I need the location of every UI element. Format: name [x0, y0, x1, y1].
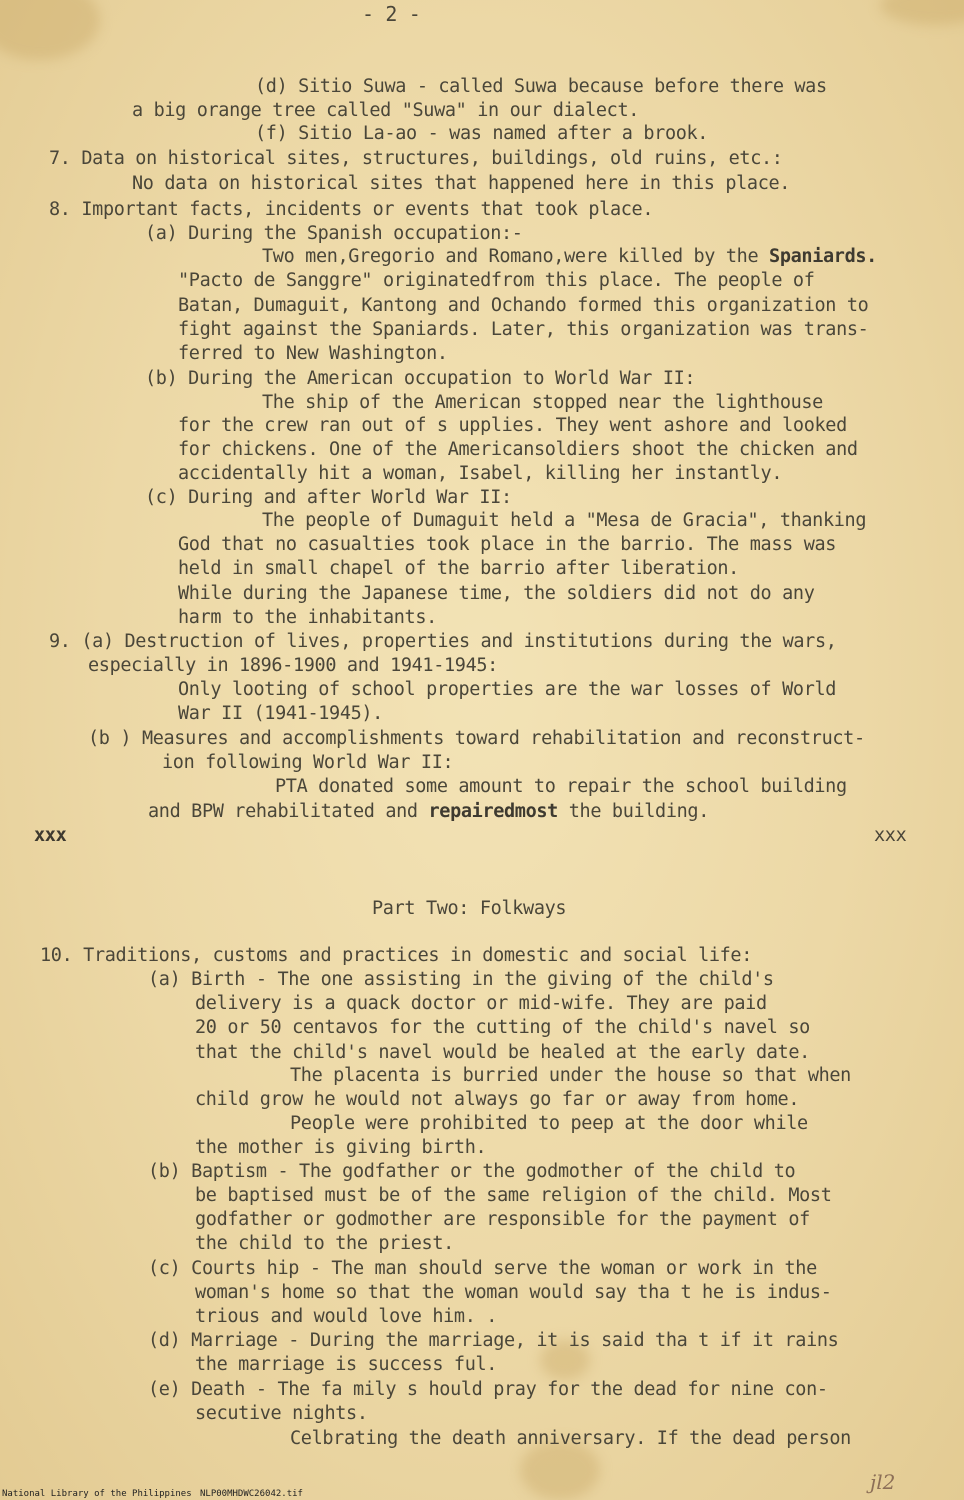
text-run: Two men,Gregorio and Romano,were killed by the — [262, 246, 770, 267]
text-line: While during the Japanese time, the soldiers did not do any — [178, 583, 815, 604]
page-number: - 2 - — [362, 2, 421, 26]
text-line: the marriage is success ful. — [195, 1354, 498, 1375]
text-line: child grow he would not always go far or away from home. — [195, 1089, 800, 1110]
text-line: held in small chapel of the barrio after liberation. — [178, 558, 739, 579]
separator-right: xxx — [874, 825, 907, 846]
text-line: a big orange tree called "Suwa" in our dialect. — [132, 100, 640, 121]
text-line — [262, 246, 877, 268]
text-line: especially in 1896-1900 and 1941-1945: — [88, 655, 498, 676]
text-line: 20 or 50 centavos for the cutting of the child's navel so — [195, 1017, 810, 1038]
footer-library: National Library of the Philippines — [2, 1489, 192, 1499]
text-line: The placenta is burried under the house so that when — [290, 1065, 851, 1086]
part-title: Part Two: Folkways — [372, 898, 567, 919]
text-line: the mother is giving birth. — [195, 1137, 487, 1158]
text-line: The people of Dumaguit held a "Mesa de Gracia", thanking — [262, 510, 867, 531]
text-line: that the child's navel would be healed at the early date. — [195, 1042, 810, 1063]
text-line: for chickens. One of the Americansoldiers shoot the chicken and — [178, 439, 858, 460]
text-line: secutive nights. — [195, 1403, 368, 1424]
text-line: PTA donated some amount to repair the school building — [275, 776, 847, 797]
paper-stain — [0, 0, 100, 60]
text-run-bold: Spaniards. — [769, 246, 877, 267]
text-line: ferred to New Washington. — [178, 343, 448, 364]
text-line: (d) Sitio Suwa - called Suwa because before there was — [255, 76, 827, 97]
text-line: accidentally hit a woman, Isabel, killing her instantly. — [178, 463, 783, 484]
text-line: Batan, Dumaguit, Kantong and Ochando formed this organization to — [178, 295, 869, 316]
text-line: (f) Sitio La-ao - was named after a brook. — [255, 123, 709, 144]
text-line: The ship of the American stopped near the lighthouse — [262, 392, 823, 413]
text-line: (d) Marriage - During the marriage, it is said tha t if it rains — [148, 1330, 839, 1351]
text-line: trious and would love him. . — [195, 1306, 498, 1327]
text-line — [148, 801, 709, 823]
section-heading-10: 10. Traditions, customs and practices in domestic and social life: — [40, 945, 753, 966]
text-line: No data on historical sites that happened here in this place. — [132, 173, 791, 194]
text-line: the child to the priest. — [195, 1233, 454, 1254]
text-run-bold: repairedmost — [428, 801, 558, 822]
text-line: Celbrating the death anniversary. If the dead person — [290, 1428, 851, 1449]
text-line: woman's home so that the woman would say tha t he is indus- — [195, 1282, 832, 1303]
section-heading-7: 7. Data on historical sites, structures, buildings, old ruins, etc.: — [49, 148, 783, 169]
subsection-heading: (b) During the American occupation to World War II: — [145, 368, 696, 389]
text-line: fight against the Spaniards. Later, this organization was trans- — [178, 319, 869, 340]
text-line: (e) Death - The fa mily s hould pray for the dead for nine con- — [148, 1379, 828, 1400]
subsection-heading: (c) During and after World War II: — [145, 487, 512, 508]
text-line: War II (1941-1945). — [178, 703, 383, 724]
text-line: (b) Baptism - The godfather or the godmother of the child to — [148, 1161, 796, 1182]
text-line: People were prohibited to peep at the door while — [290, 1113, 808, 1134]
text-line: harm to the inhabitants. — [178, 607, 437, 628]
subsection-heading: (b ) Measures and accomplishments toward rehabilitation and reconstruct- — [88, 728, 865, 749]
text-run: and BPW rehabilitated and — [148, 801, 429, 822]
text-line: (a) Birth - The one assisting in the giving of the child's — [148, 969, 774, 990]
text-run: the building. — [557, 801, 710, 822]
text-line: God that no casualties took place in the barrio. The mass was — [178, 534, 837, 555]
section-heading-8: 8. Important facts, incidents or events that took place. — [49, 199, 654, 220]
subsection-heading: (a) During the Spanish occupation:- — [145, 223, 523, 244]
text-line: "Pacto de Sanggre" originatedfrom this place. The people of — [178, 270, 815, 291]
paper-stain — [880, 0, 964, 25]
text-line: godfather or godmother are responsible for the payment of — [195, 1209, 810, 1230]
text-line: ion following World War II: — [162, 752, 454, 773]
text-line: for the crew ran out of s upplies. They went ashore and looked — [178, 415, 847, 436]
separator-left: xxx — [34, 825, 67, 846]
footer-file-id: NLP00MHDWC26042.tif — [200, 1489, 303, 1499]
text-line: (c) Courts hip - The man should serve the woman or work in the — [148, 1258, 817, 1279]
text-line: be baptised must be of the same religion of the child. Most — [195, 1185, 832, 1206]
section-heading-9: 9. (a) Destruction of lives, properties and institutions during the wars, — [49, 631, 837, 652]
text-line: delivery is a quack doctor or mid-wife. They are paid — [195, 993, 767, 1014]
text-line: Only looting of school properties are the war losses of World — [178, 679, 837, 700]
handwritten-initials: jl2 — [870, 1470, 896, 1494]
